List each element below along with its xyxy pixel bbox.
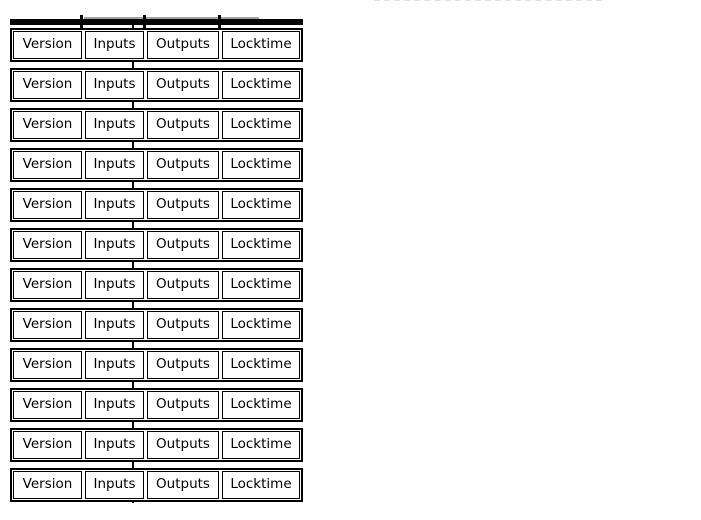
outputs-cell: Outputs: [147, 391, 219, 419]
outputs-cell: Outputs: [147, 351, 219, 379]
outputs-cell: Outputs: [147, 71, 219, 99]
outputs-cell: Outputs: [147, 191, 219, 219]
locktime-cell: Locktime: [222, 311, 300, 339]
inputs-cell: Inputs: [85, 271, 144, 299]
outputs-cell: Outputs: [147, 31, 219, 59]
locktime-cell: Locktime: [222, 231, 300, 259]
locktime-cell: Locktime: [222, 391, 300, 419]
version-cell: Version: [13, 271, 82, 299]
outputs-cell: Outputs: [147, 311, 219, 339]
version-cell: Version: [13, 31, 82, 59]
outputs-cell: Outputs: [147, 431, 219, 459]
inputs-cell: Inputs: [85, 191, 144, 219]
version-cell: Version: [13, 431, 82, 459]
transaction-row: [10, 108, 303, 142]
version-cell: Version: [13, 71, 82, 99]
clipped-row-divider-tick: [143, 15, 146, 28]
version-cell: Version: [13, 351, 82, 379]
inputs-cell: Inputs: [85, 31, 144, 59]
transaction-row: [10, 468, 303, 502]
locktime-cell: Locktime: [222, 351, 300, 379]
version-cell: Version: [13, 391, 82, 419]
clipped-dashed-border: [374, 0, 602, 1]
transaction-row: [10, 228, 303, 262]
transaction-rows: [10, 28, 303, 502]
inputs-cell: Inputs: [85, 431, 144, 459]
outputs-cell: Outputs: [147, 471, 219, 499]
transaction-row: [10, 308, 303, 342]
version-cell: Version: [13, 151, 82, 179]
locktime-cell: Locktime: [222, 431, 300, 459]
inputs-cell: Inputs: [85, 471, 144, 499]
locktime-cell: Locktime: [222, 151, 300, 179]
inputs-cell: Inputs: [85, 231, 144, 259]
inputs-cell: Inputs: [85, 391, 144, 419]
inputs-cell: Inputs: [85, 71, 144, 99]
transaction-row: [10, 268, 303, 302]
locktime-cell: Locktime: [222, 71, 300, 99]
transaction-row: [10, 348, 303, 382]
outputs-cell: Outputs: [147, 111, 219, 139]
locktime-cell: Locktime: [222, 111, 300, 139]
transaction-row: [10, 388, 303, 422]
locktime-cell: Locktime: [222, 191, 300, 219]
outputs-cell: Outputs: [147, 151, 219, 179]
locktime-cell: Locktime: [222, 271, 300, 299]
version-cell: Version: [13, 311, 82, 339]
clipped-row-divider-tick: [80, 15, 83, 28]
inputs-cell: Inputs: [85, 351, 144, 379]
clipped-row-divider-tick: [218, 15, 221, 28]
outputs-cell: Outputs: [147, 231, 219, 259]
version-cell: Version: [13, 111, 82, 139]
transaction-row: [10, 428, 303, 462]
locktime-cell: Locktime: [222, 471, 300, 499]
inputs-cell: Inputs: [85, 311, 144, 339]
version-cell: Version: [13, 231, 82, 259]
inputs-cell: Inputs: [85, 151, 144, 179]
clipped-row-bottom-border: [10, 19, 303, 25]
transaction-row: [10, 148, 303, 182]
transaction-row: [10, 68, 303, 102]
inputs-cell: Inputs: [85, 111, 144, 139]
outputs-cell: Outputs: [147, 271, 219, 299]
version-cell: Version: [13, 191, 82, 219]
transaction-row: [10, 28, 303, 62]
transaction-row: [10, 188, 303, 222]
version-cell: Version: [13, 471, 82, 499]
locktime-cell: Locktime: [222, 31, 300, 59]
